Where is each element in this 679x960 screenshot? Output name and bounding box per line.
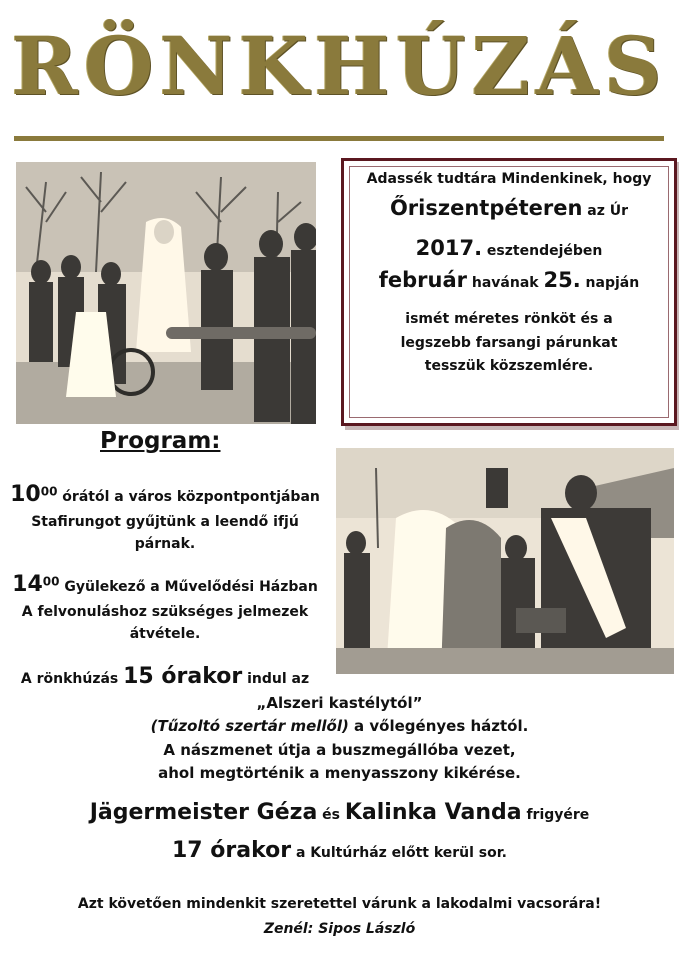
program-item-1-line-1 [0,478,330,512]
program-item-3-prefix: A rönkhúzás [20,671,124,687]
wedding-suffix: frigyére [521,807,590,823]
program-item-2-text: Gyülekező a Művelődési Házban [59,579,318,595]
footer-line-2: Zenél: Sipos László [263,920,416,937]
notice-day: 25. [543,268,581,292]
wedding-time-line [0,838,679,863]
footer-line-1: Azt követően mindenkit szeretettel várunk a lakodalmi vacsorára! [77,896,602,912]
program-item-3-suffix: indul az [242,671,310,687]
poster-title: RÖNKHÚZÁS [11,19,668,113]
wedding-time: 17 órakor [172,838,292,863]
program-item-1 [0,478,330,555]
route-line-2 [0,715,679,738]
program-item-1-hour: 10 [10,482,41,507]
notice-line-year [344,235,674,261]
program-item-3-time: 15 órakor [123,664,243,689]
program-item-2-minutes: 00 [42,574,60,589]
ceremony-photo [336,448,674,674]
route-line-3: A nászmenet útja a buszmegállóba vezet, [163,740,516,759]
program-item-2-line-1 [0,568,330,602]
notice-day-suffix: napján [580,275,640,291]
procession-photo [16,162,316,424]
announcement-box [341,158,677,426]
route-line-2-italic: (Tűzoltó szertár mellől) [150,717,349,736]
route-line-4: ahol megtörténik a menyasszony kikérése. [158,763,521,782]
program-item-2-line-2: A felvonuláshoz szükséges jelmezek [21,604,309,621]
groom-name: Jägermeister Géza [89,800,318,825]
program-item-1-text: órától a város központpontjában [57,489,320,505]
program-item-1-line-2: Stafirungot gyűjtünk a leendő ifjú [31,514,299,531]
program-item-2-line-3: átvétele. [129,625,201,642]
program-item-3 [0,660,330,694]
notice-line-date [344,267,674,293]
and-word: és [317,807,345,823]
route-line-1: „Alszeri kastélytól” [256,694,423,712]
notice-month: február [378,268,468,292]
program-item-2-hour: 14 [12,572,43,597]
bride-name: Kalinka Vanda [344,800,522,825]
notice-month-mid: havának [467,275,544,291]
program-item-1-minutes: 00 [40,484,58,499]
notice-line-5: ismét méretes rönköt és a [405,311,613,328]
notice-line-7: tesszük közszemlére. [424,358,594,375]
footer-section [0,892,679,941]
program-item-2 [0,568,330,645]
wedding-time-suffix: a Kultúrház előtt kerül sor. [291,845,507,861]
notice-year-suffix: esztendejében [482,242,603,259]
notice-year: 2017. [415,235,483,260]
notice-place: Őriszentpéteren [389,195,583,220]
wedding-couple-line [0,800,679,825]
title-divider [14,136,664,141]
program-item-1-line-3: párnak. [134,535,196,552]
program-heading: Program: [100,428,221,454]
notice-line-place [344,195,674,221]
notice-line-6: legszebb farsangi párunkat [400,334,618,351]
route-line-2-rest: a vőlegényes háztól. [348,717,529,736]
notice-line-1: Adassék tudtára Mindenkinek, hogy [366,171,652,187]
notice-place-suffix: az Úr [582,202,629,219]
route-section [0,692,679,785]
